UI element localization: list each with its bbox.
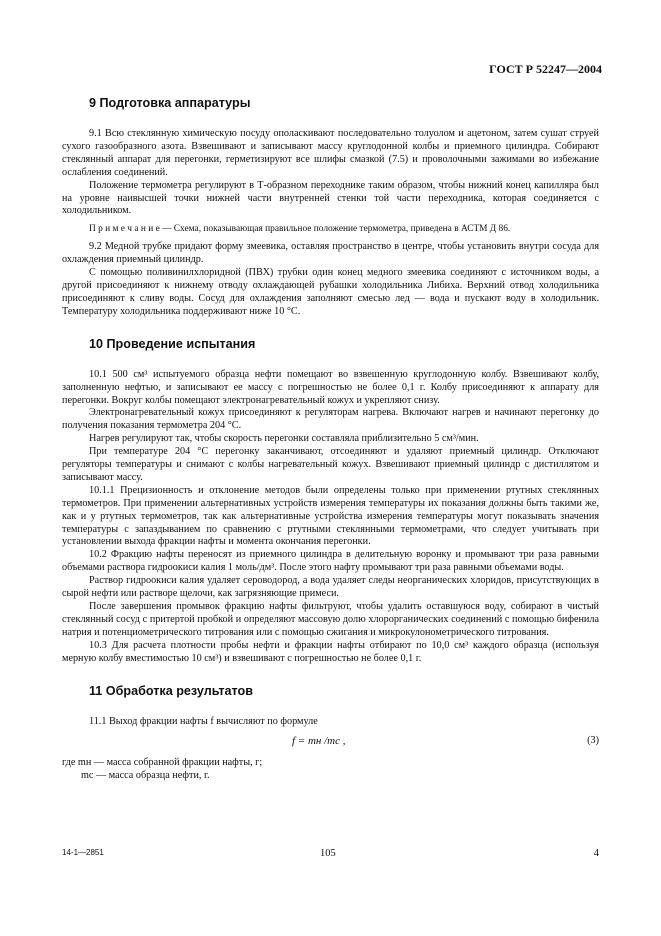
paragraph: Электронагревательный кожух присоединяют к регуляторам нагрева. Включают нагрев и начинают перегонку до получения показания термометра 204 °С.: [62, 407, 599, 432]
section-10-title: 10 Проведение испытания: [89, 336, 256, 351]
paragraph: 9.2 Медной трубке придают форму змеевика, оставляя пространство в центре, чтобы установить внутри сосуда для охлаждения приемный цилиндр.: [62, 241, 599, 266]
paragraph: При температуре 204 °С перегонку заканчивают, отсоединяют и удаляют приемный цилиндр. Отключают регуляторы температуры и снимают с колбы нагревательный кожух. Взвешивают приемный цилиндр с дистиллятом и записывают массу.: [62, 446, 599, 483]
section-11-title: 11 Обработка результатов: [89, 683, 253, 698]
paragraph: С помощью поливинилхлоридной (ПВХ) трубки один конец медного змеевика соединяют с источником воды, а другой присоединяют к нижнему отводу охлаждающей рубашки холодильника Либиха. Верхний отвод холодильника присоединяют к сливу воды. Сосуд для охлаждения заполняют смесью лед — вода и пускают воду в холодильник. Температуру холодильника поддерживают ниже 10 °С.: [62, 267, 599, 317]
paragraph: После завершения промывок фракцию нафты фильтруют, чтобы удалить оставшуюся воду, собирают в чистый стеклянный сосуд с притертой пробкой и определяют массовую долю хлорорганических соединений с помощью бифенила натрия и потенциометрического титрования или с помощью сжигания и микрокулонометрического титрования.: [62, 601, 599, 638]
document-body: [62, 96, 599, 783]
paragraph: 10.1.1 Прецизионность и отклонение методов были определены только при применении ртутных стеклянных термометров. При применении альтернативных устройств измерения температуры их показания должны быть такими же, как и у ртутных термометров, так как альтернативные устройства измерения температуры могут показывать значения температуры с запаздыванием по сравнению с ртутными стеклянными термометрами, что следует учитывать при установлении выхода фракции нафты и момента окончания перегонки.: [62, 484, 599, 548]
formula-number: (3): [587, 735, 599, 747]
variable-definitions: [62, 757, 599, 783]
paragraph: Раствор гидроокиси калия удаляет сероводород, а вода удаляет следы неорганических хлоридов, присутствующих в сырой нефти или растворе щелочи, как загрязняющие примеси.: [62, 575, 599, 600]
paragraph: 11.1 Выход фракции нафты f вычисляют по формуле: [89, 715, 318, 727]
formula: f = mн /mс ,: [292, 735, 346, 748]
definition-line: mс — масса образца нефти, г.: [81, 770, 210, 782]
paragraph: Положение термометра регулируют в Т-образном переходнике таким образом, чтобы нижний конец капилляра был на уровне наивысшей точки нижней части внутренней стенки той части переходника, которая соединяется с холодильником.: [62, 179, 599, 217]
paragraph: 10.2 Фракцию нафты переносят из приемного цилиндра в делительную воронку и промывают три раза равными объемами раствора гидроокиси калия 1 моль/дм³. После этого нафту промывают три раза равными объемами воды.: [62, 549, 599, 574]
section-9-title: 9 Подготовка аппаратуры: [89, 96, 251, 110]
print-code: 14-1—2851: [62, 848, 104, 857]
note: П р и м е ч а н и е — Схема, показывающая правильное положение термометра, приведена в АСТМ Д 86.: [89, 224, 511, 235]
paragraph: 9.1 Всю стеклянную химическую посуду ополаскивают последовательно толуолом и ацетоном, затем сушат струей сухого газообразного азота. Взвешивают и записывают массу круглодонной колбы и приемного цилиндра. Собирают стеклянный аппарат для перегонки, герметизируют все шлифы смазкой (7.5) и проволочными зажимами во избежание ослабления соединений.: [62, 128, 599, 178]
standard-header: ГОСТ Р 52247—2004: [489, 62, 602, 76]
sheet-number: 4: [593, 848, 599, 859]
paragraph: 10.1 500 см³ испытуемого образца нефти помещают во взвешенную круглодонную колбу. Взвешивают колбу, заполненную нефтью, и записывают ее массу с погрешностью не более 0,1 г. Колбу присоединяют к аппарату для перегонки. Вокруг колбы помещают электронагревательный кожух и укрепляют снизу.: [62, 368, 599, 406]
definition-line: где mн — масса собранной фракции нафты, г;: [62, 757, 263, 769]
paragraph: Нагрев регулируют так, чтобы скорость перегонки составляла приблизительно 5 см³/мин.: [89, 433, 479, 445]
formula-block: [62, 733, 599, 751]
page-number: 105: [320, 848, 336, 859]
paragraph: 10.3 Для расчета плотности пробы нефти и фракции нафты отбирают по 10,0 см³ каждого образца (используя мерную колбу вместимостью 10 см³) и взвешивают с погрешностью не более 0,1 г.: [62, 639, 599, 664]
